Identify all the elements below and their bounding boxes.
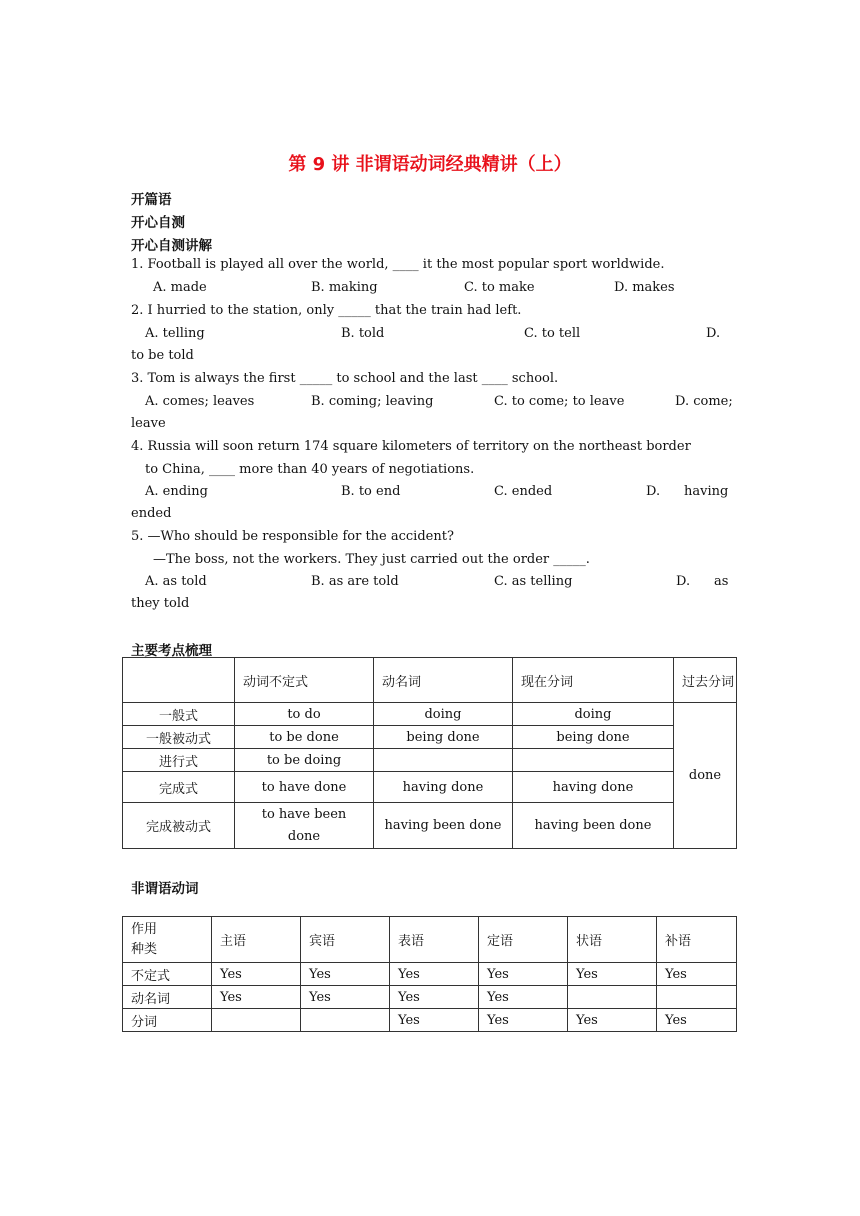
table-cell: 动名词 xyxy=(123,986,212,1009)
table-cell: Yes xyxy=(479,1009,568,1032)
q3-option-b: B. coming; leaving xyxy=(311,394,434,409)
heading-opening: 开篇语 xyxy=(131,192,172,208)
table-header-cell: 主语 xyxy=(212,917,301,963)
table-cell: 分词 xyxy=(123,1009,212,1032)
q1-option-d: D. makes xyxy=(614,280,675,295)
table-cell: having been done xyxy=(513,803,674,849)
question-4-stem: 4. Russia will soon return 174 square kilometers of territory on the northeast border xyxy=(131,439,691,454)
table-cell: 一般式 xyxy=(123,703,235,726)
table-cell: Yes xyxy=(568,963,657,986)
q3-option-a: A. comes; leaves xyxy=(145,394,255,409)
table-header-row xyxy=(123,917,737,963)
q5-option-d-letter: D. xyxy=(676,574,691,589)
table-cell: Yes xyxy=(657,1009,737,1032)
table-cell xyxy=(212,1009,301,1032)
table-cell: 完成式 xyxy=(123,772,235,803)
heading-nonfinite: 非谓语动词 xyxy=(131,881,199,897)
heading-self-test: 开心自测 xyxy=(131,215,185,231)
q2-option-d-text: to be told xyxy=(131,348,194,363)
table-cell: being done xyxy=(374,726,513,749)
function-table xyxy=(122,916,737,1032)
q2-option-b: B. told xyxy=(341,326,385,341)
table-cell: doing xyxy=(374,703,513,726)
table-header-cell: 动词不定式 xyxy=(235,658,374,703)
q4-option-d-text: having xyxy=(684,484,729,499)
question-3-stem: 3. Tom is always the first _____ to school and the last ____ school. xyxy=(131,371,559,386)
table-cell: having been done xyxy=(374,803,513,849)
table-cell: Yes xyxy=(568,1009,657,1032)
table-row xyxy=(123,1009,737,1032)
table-header-cell: 动名词 xyxy=(374,658,513,703)
table-cell xyxy=(235,803,374,849)
table-cell xyxy=(513,749,674,772)
q4-option-b: B. to end xyxy=(341,484,401,499)
table-cell: having done xyxy=(374,772,513,803)
table-row xyxy=(123,963,737,986)
table-row xyxy=(123,749,737,772)
table-cell xyxy=(301,1009,390,1032)
q2-option-d-letter: D. xyxy=(706,326,721,341)
table-header-cell: 定语 xyxy=(479,917,568,963)
table-header-cell: 状语 xyxy=(568,917,657,963)
table-cell: Yes xyxy=(657,963,737,986)
table-cell: 进行式 xyxy=(123,749,235,772)
table-header-cell: 宾语 xyxy=(301,917,390,963)
question-5-stem-cont: —The boss, not the workers. They just carried out the order _____. xyxy=(153,552,590,567)
q5-option-c: C. as telling xyxy=(494,574,573,589)
heading-main-points: 主要考点梳理 xyxy=(131,643,212,659)
table-cell-line: done xyxy=(287,828,321,844)
table-cell: to be done xyxy=(235,726,374,749)
table-cell: Yes xyxy=(390,963,479,986)
table-cell: 一般被动式 xyxy=(123,726,235,749)
page-title: 第 9 讲 非谓语动词经典精讲（上） xyxy=(288,154,572,175)
table-cell: Yes xyxy=(212,963,301,986)
question-1-stem: 1. Football is played all over the world, ____ it the most popular sport worldwide. xyxy=(131,257,665,272)
table-cell: Yes xyxy=(301,963,390,986)
q1-option-b: B. making xyxy=(311,280,378,295)
table-cell: Yes xyxy=(390,1009,479,1032)
table-header-cell: 过去分词 xyxy=(674,658,737,703)
heading-self-test-explain: 开心自测讲解 xyxy=(131,238,212,254)
table-header-cell: 现在分词 xyxy=(513,658,674,703)
table-header-row xyxy=(123,658,737,703)
table-cell: 不定式 xyxy=(123,963,212,986)
q1-option-a: A. made xyxy=(153,280,207,295)
table-row xyxy=(123,703,737,726)
table-cell: doing xyxy=(513,703,674,726)
table-row xyxy=(123,726,737,749)
q5-option-a: A. as told xyxy=(145,574,207,589)
q4-option-c: C. ended xyxy=(494,484,553,499)
table-cell xyxy=(568,986,657,1009)
table-header-cell xyxy=(123,658,235,703)
table-row xyxy=(123,803,737,849)
table-cell: Yes xyxy=(301,986,390,1009)
verb-forms-table xyxy=(122,657,737,849)
q5-option-d-text: as xyxy=(714,574,729,589)
table-cell: being done xyxy=(513,726,674,749)
table-cell xyxy=(374,749,513,772)
table-cell: Yes xyxy=(479,986,568,1009)
table-row xyxy=(123,986,737,1009)
corner-label-type: 种类 xyxy=(131,941,158,957)
table-cell: to have done xyxy=(235,772,374,803)
table-cell: Yes xyxy=(479,963,568,986)
q3-option-c: C. to come; to leave xyxy=(494,394,625,409)
table-cell-line: to have been xyxy=(261,806,347,822)
table-cell: to do xyxy=(235,703,374,726)
table-header-cell: 补语 xyxy=(657,917,737,963)
corner-cell xyxy=(123,917,212,963)
table-cell: Yes xyxy=(212,986,301,1009)
q1-option-c: C. to make xyxy=(464,280,535,295)
q3-option-d-cont: leave xyxy=(131,416,166,431)
q2-option-a: A. telling xyxy=(145,326,205,341)
q4-option-a: A. ending xyxy=(145,484,208,499)
table-cell: to be doing xyxy=(235,749,374,772)
q2-option-c: C. to tell xyxy=(524,326,581,341)
table-row xyxy=(123,772,737,803)
question-2-stem: 2. I hurried to the station, only _____ that the train had left. xyxy=(131,303,522,318)
q4-option-d-cont: ended xyxy=(131,506,172,521)
q5-option-d-cont: they told xyxy=(131,596,190,611)
table-cell: 完成被动式 xyxy=(123,803,235,849)
table-header-cell: 表语 xyxy=(390,917,479,963)
past-participle-cell: done xyxy=(674,703,737,849)
question-5-stem: 5. —Who should be responsible for the accident? xyxy=(131,529,454,544)
table-cell xyxy=(657,986,737,1009)
corner-label-function: 作用 xyxy=(131,921,158,937)
table-cell: having done xyxy=(513,772,674,803)
table-cell: Yes xyxy=(390,986,479,1009)
q4-option-d-letter: D. xyxy=(646,484,661,499)
q3-option-d: D. come; xyxy=(675,394,733,409)
question-4-stem-cont: to China, ____ more than 40 years of negotiations. xyxy=(145,462,475,477)
q5-option-b: B. as are told xyxy=(311,574,399,589)
